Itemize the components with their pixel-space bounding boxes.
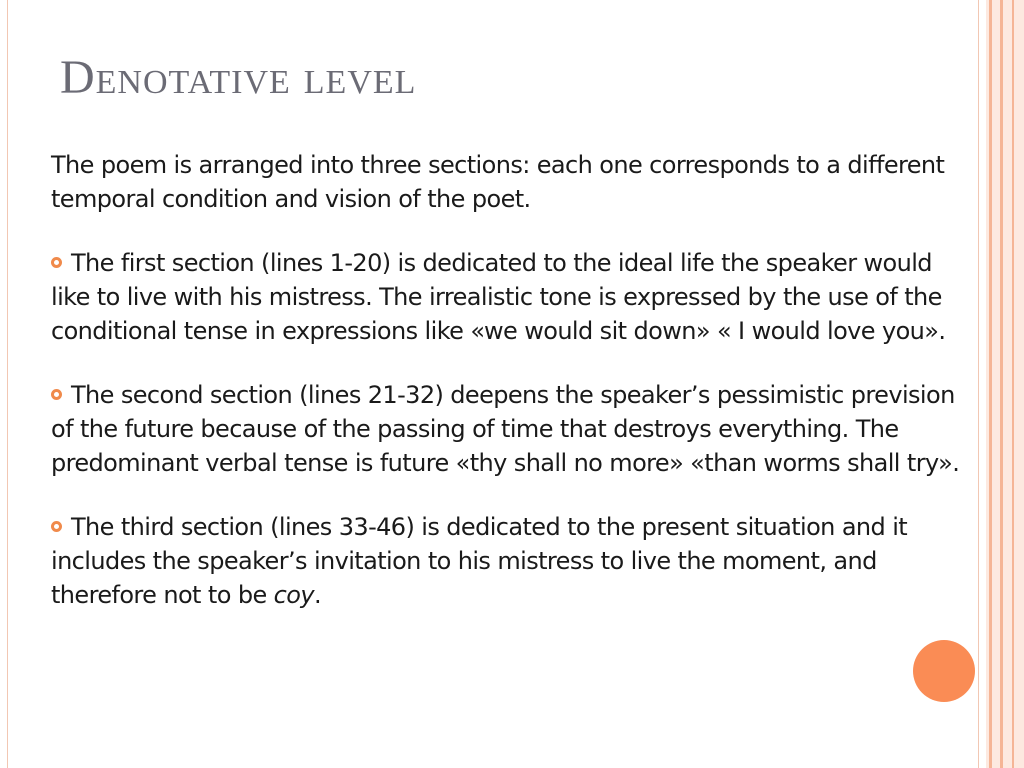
right-border-line xyxy=(978,0,979,768)
left-border-line xyxy=(7,0,8,768)
bullet-text-1: The first section (lines 1-20) is dedicated to the ideal life the speaker would like to live with his mistress. The irrealistic tone is expressed by the use of the conditional tense in expressions like «we would sit down» « I would love you». xyxy=(51,249,946,345)
bullet-circle-icon xyxy=(51,257,62,268)
right-stripe-2 xyxy=(1000,0,1003,768)
bullet-circle-icon xyxy=(51,389,62,400)
bullet-item-1 xyxy=(51,246,966,348)
intro-paragraph: The poem is arranged into three sections: each one corresponds to a different temporal condition and vision of the poet. xyxy=(51,151,945,213)
slide-title: Denotative level xyxy=(60,51,417,104)
slide-body xyxy=(51,148,966,642)
emphasis-word: coy xyxy=(273,581,314,609)
right-stripe-3 xyxy=(1012,0,1014,768)
bullet-circle-icon xyxy=(51,521,62,532)
bullet-item-2 xyxy=(51,378,966,480)
bullet-item-3 xyxy=(51,510,966,612)
decorative-orange-circle xyxy=(913,640,975,702)
bullet-text-3: The third section (lines 33-46) is dedicated to the present situation and it includes the speaker’s invitation to his mistress to live the moment, and therefore not to be xyxy=(51,513,908,609)
right-stripe-1 xyxy=(989,0,992,768)
bullet-text-3-end: . xyxy=(313,581,321,609)
bullet-text-2: The second section (lines 21-32) deepens the speaker’s pessimistic prevision of the future because of the passing of time that destroys everything. The predominant verbal tense is future «thy shall no more» «than worms shall try». xyxy=(51,381,960,477)
